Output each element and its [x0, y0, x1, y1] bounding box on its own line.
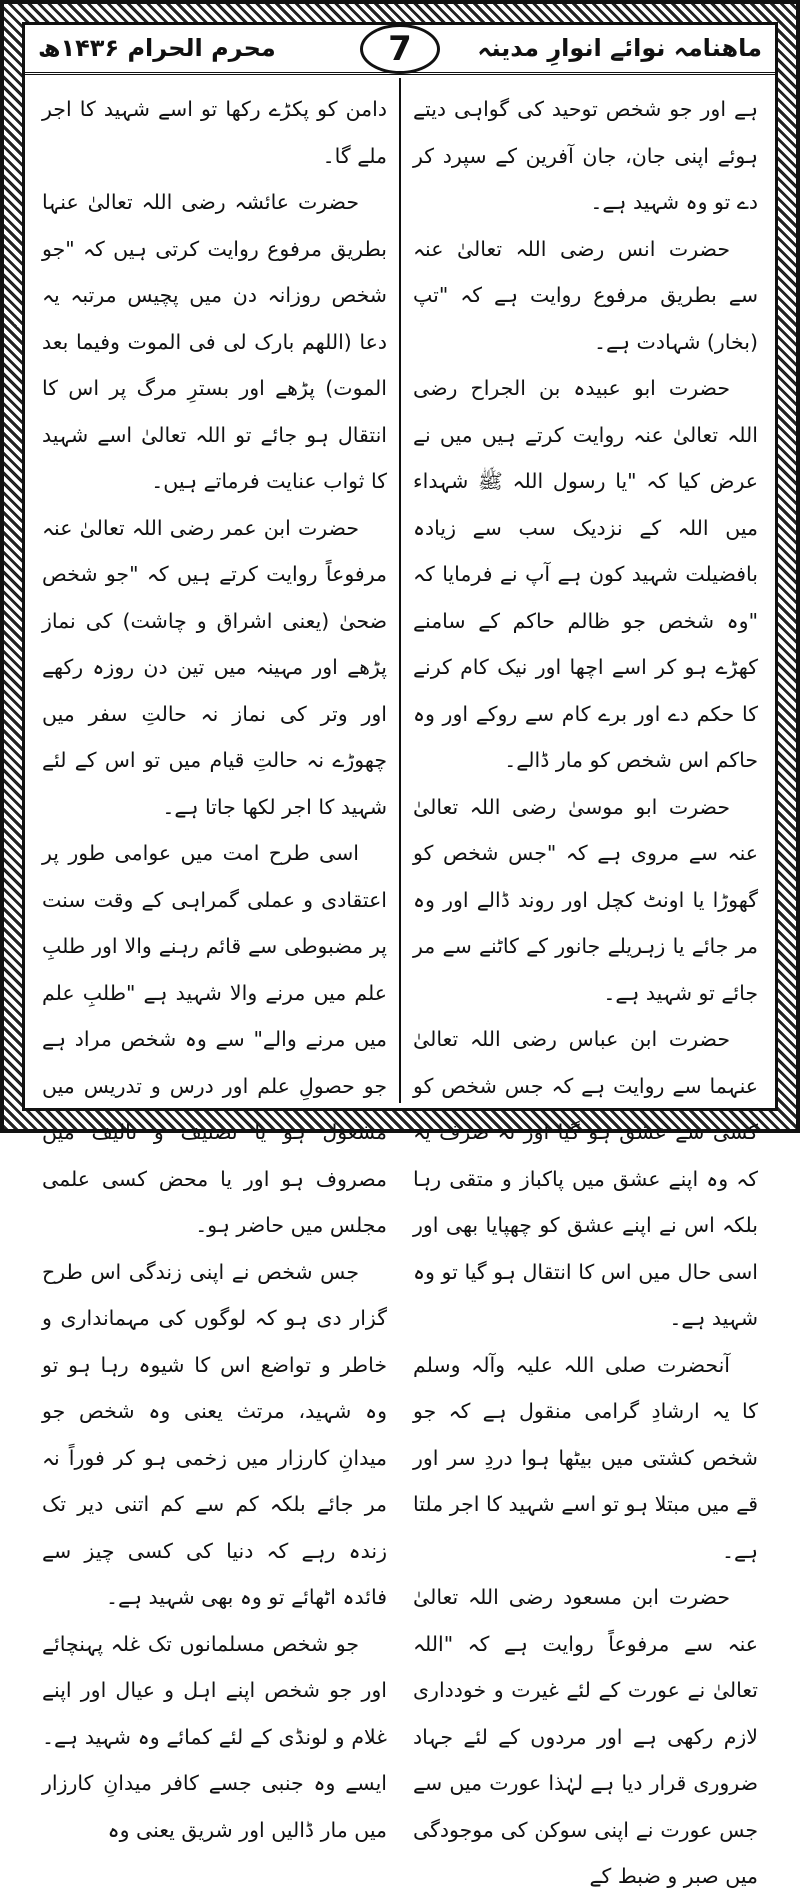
- right-column: [401, 78, 770, 1888]
- paragraph: حضرت ابن عباس رضی اللہ تعالیٰ عنہما سے روایت ہے کہ جس شخص کو کسی سے عشق ہو گیا اور نہ صرف یہ کہ وہ اپنے عشق میں پاکباز و متقی رہا بلکہ اس نے اپنے عشق کو چھپایا بھی اور اسی حال میں اس کا انتقال ہو گیا تو وہ شہید ہے۔: [413, 1027, 758, 1330]
- page-header: [24, 24, 776, 72]
- paragraph: اسی طرح امت میں عوامی طور پر اعتقادی و عملی گمراہی کے وقت سنت پر مضبوطی سے قائم رہنے والا اور طلبِ علم میں مرنے والا شہید ہے "طلبِ علم میں مرنے والے" سے وہ شخص مراد ہے جو حصولِ علم اور درس و تدریس میں مشغول ہو یا تصنیف و تالیف میں مصروف ہو اور یا محض کسی علمی مجلس میں حاضر ہو۔: [42, 841, 387, 1237]
- header-divider: [24, 72, 776, 75]
- issue-date: محرم الحرام ۱۴۳۶ھ: [38, 34, 276, 62]
- paragraph: حضرت ابن مسعود رضی اللہ تعالیٰ عنہ سے مرفوعاً روایت ہے کہ "اللہ تعالیٰ نے عورت کے لئے غیرت و خودداری لازم رکھی ہے اور مردوں کے لئے جہاد ضروری قرار دیا ہے لہٰذا عورت میں سے جس عورت نے اپنی سوکن کی موجودگی میں صبر و ضبط کے: [413, 1585, 758, 1888]
- left-column: [30, 78, 399, 1842]
- paragraph: جو شخص مسلمانوں تک غلہ پہنچائے اور جو شخص اپنے اہل و عیال اور اپنے غلام و لونڈی کے لئے کمائے وہ شہید ہے۔ ایسے وہ جنبی جسے کافر میدانِ کارزار میں مار ڈالیں اور شریق یعنی وہ: [42, 1631, 387, 1842]
- text-columns: [30, 78, 770, 1888]
- paragraph: حضرت ابو موسیٰ رضی اللہ تعالیٰ عنہ سے مروی ہے کہ "جس شخص کو گھوڑا یا اونٹ کچل اور روند ڈالے اور وہ مر جائے یا زہریلے جانور کے کاٹنے سے مر جائے تو شہید ہے۔: [413, 794, 758, 1005]
- paragraph: دامن کو پکڑے رکھا تو اسے شہید کا اجر ملے گا۔: [42, 97, 387, 168]
- page-number: 7: [388, 29, 412, 69]
- column-divider: [399, 78, 401, 1103]
- paragraph: حضرت ابن عمر رضی اللہ تعالیٰ عنہ مرفوعاً روایت کرتے ہیں کہ "جو شخص ضحیٰ (یعنی اشراق و چاشت) کی نماز پڑھے اور مہینہ میں تین دن روزہ رکھے اور وتر کی نماز نہ حالتِ سفر میں چھوڑے نہ حالتِ قیام میں تو اس کے لئے شہید کا اجر لکھا جاتا ہے۔: [42, 515, 387, 819]
- magazine-title: ماھنامہ نوائے انوارِ مدینہ: [477, 34, 762, 62]
- paragraph: ہے اور جو شخص توحید کی گواہی دیتے ہوئے اپنی جان، جان آفرین کے سپرد کر دے تو وہ شہید ہے۔: [413, 97, 758, 214]
- page-number-badge: [360, 24, 440, 74]
- paragraph: آنحضرت صلی اللہ علیہ وآلہ وسلم کا یہ ارشادِ گرامی منقول ہے کہ جو شخص کشتی میں بیٹھا ہوا دردِ سر اور قے میں مبتلا ہو تو اسے شہید کا اجر ملتا ہے۔: [413, 1352, 758, 1563]
- paragraph: حضرت ابو عبیدہ بن الجراح رضی اللہ تعالیٰ عنہ روایت کرتے ہیں میں نے عرض کیا کہ "یا رسول اللہ ﷺ شہداء میں اللہ کے نزدیک سب سے زیادہ بافضیلت شہید کون ہے آپ نے فرمایا کہ "وہ شخص جو ظالم حاکم کے سامنے کھڑے ہو کر اسے اچھا اور نیک کام کرنے کا حکم دے اور برے کام سے روکے اور وہ حاکم اس شخص کو مار ڈالے۔: [413, 376, 758, 772]
- paragraph: حضرت عائشہ رضی اللہ تعالیٰ عنہا بطریق مرفوع روایت کرتی ہیں کہ "جو شخص روزانہ دن میں پچیس مرتبہ یہ دعا (اللھم بارک لی فی الموت وفیما بعد الموت) پڑھے اور بسترِ مرگ پر اس کا انتقال ہو جائے تو اللہ تعالیٰ اسے شہید کا ثواب عنایت فرماتے ہیں۔: [42, 190, 387, 493]
- paragraph: جس شخص نے اپنی زندگی اس طرح گزار دی ہو کہ لوگوں کی مہمانداری و خاطر و تواضع اس کا شیوہ رہا ہو تو وہ شہید، مرتث یعنی وہ شخص جو میدانِ کارزار میں زخمی ہو کر فوراً نہ مر جائے بلکہ کم سے کم اتنی دیر تک زندہ رہے کہ دنیا کی کسی چیز سے فائدہ اٹھائے تو وہ بھی شہید ہے۔: [42, 1259, 387, 1609]
- paragraph: حضرت انس رضی اللہ تعالیٰ عنہ سے بطریق مرفوع روایت ہے کہ "تپ (بخار) شہادت ہے۔: [413, 236, 758, 354]
